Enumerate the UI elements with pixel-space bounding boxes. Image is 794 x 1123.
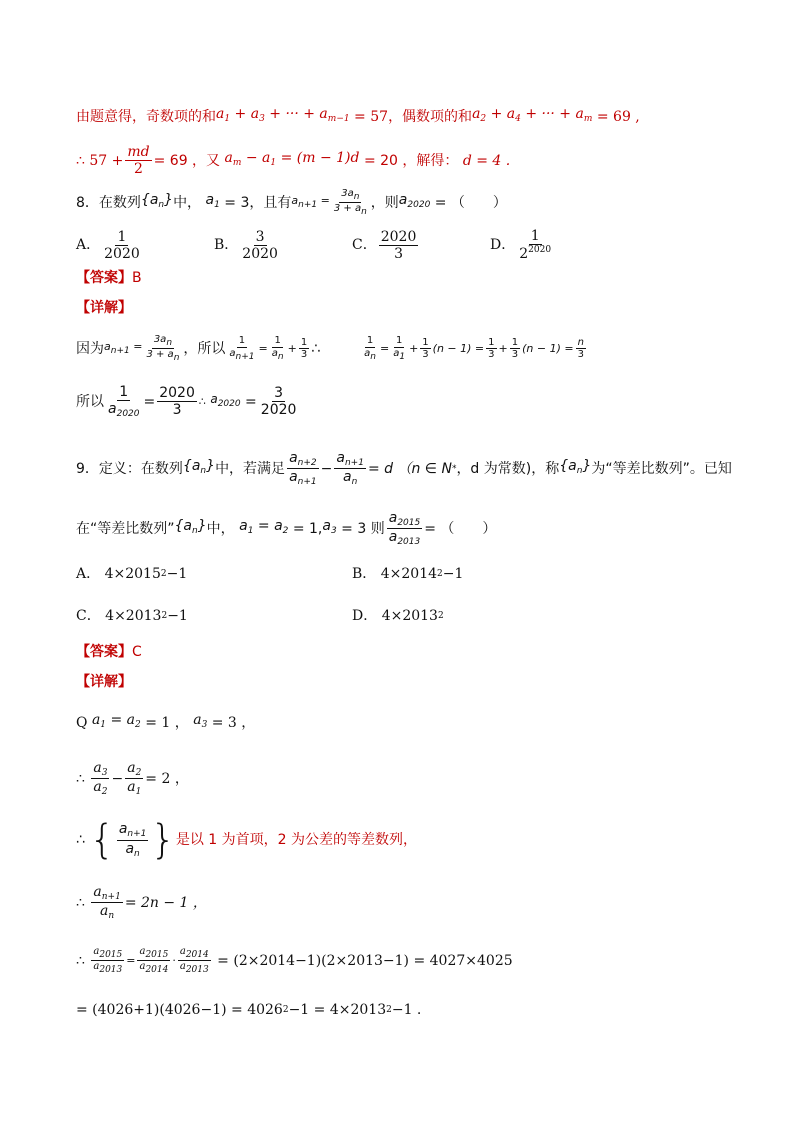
- q9-options-row-2: [76, 606, 444, 626]
- q8-option-d[interactable]: D． $\frac{1}{2^{2020}}$: [490, 228, 552, 263]
- q9-option-a[interactable]: A． 4×2015 2 −1: [76, 566, 188, 582]
- q9-solution-3: ∴ { $\frac{a_{n+1}}{a_n}$ } 是以 1 为首项，2 为公差的等差数列，: [76, 817, 418, 863]
- q8-options: [76, 228, 716, 262]
- q8-detail-label: 【详解】: [76, 300, 132, 316]
- q9-stem-1: 9．定义：在数列 $\{a_n\}$ 中，若满足 $\frac{a_{n+2}}{a_{n+1}}$ − $\frac{a_{n+1}}{a_n}$ = d （ n ∈ N * ，d 为常数)，称 $\{a_n\}$ 为“等差比数列”。已知: [76, 450, 732, 488]
- q9-option-d[interactable]: D． 4×2013 2: [352, 608, 444, 624]
- q9-option-b[interactable]: B． 4×2014 2 −1: [352, 566, 464, 582]
- q8-answer: 【答案】 B: [76, 270, 142, 286]
- q9-options-row-1: [76, 564, 463, 584]
- fraction: $\frac{md}{2}$: [127, 144, 150, 178]
- q9-stem-2: 在“等差比数列” $\{a_n\}$ 中， $a_1 = a_2$ = 1, $a_3$ = 3 则 $\frac{a_{2015}}{a_{2013}}$ = （ ）: [76, 510, 497, 548]
- q8-solution-2: 所以 $\frac{1}{a_{2020}}$ = $\frac{2020}{3}$ ∴ $a_{2020}$ = $\frac{3}{2020}$: [76, 384, 297, 420]
- q9-solution-1: Q $a_1 = a_2$ = 1 ， $a_3$ = 3 ，: [76, 712, 256, 731]
- q9-solution-2: ∴ $\frac{a_3}{a_2}$ − $\frac{a_2}{a_1}$ = 2 ，: [76, 760, 189, 798]
- q8-option-c[interactable]: C． $\frac{2020}{3}$: [352, 228, 417, 262]
- q9-solution-5: ∴ $\frac{a_{2015}}{a_{2013}}$ = $\frac{a_{2015}}{a_{2014}}$ · $\frac{a_{2014}}{a_{2013}}$ = (2×2014−1)(2×2013−1) = 4027×4025: [76, 946, 513, 976]
- q8-option-a[interactable]: A． $\frac{1}{2020}$: [76, 228, 140, 262]
- q9-option-c[interactable]: C． 4×2013 2 −1: [76, 608, 188, 624]
- q9-solution-4: ∴ $\frac{a_{n+1}}{a_n}$ = 2n − 1 ，: [76, 884, 207, 922]
- prev-solution-line-2: ∴ 57 + $\frac{md}{2}$ = 69 ，又 $a_m - a_1 = (m - 1)d$ = 20 ，解得： d = 4 .: [76, 144, 511, 178]
- q9-detail-label: 【详解】: [76, 674, 132, 690]
- prev-solution-line-1: 由题意得，奇数项的和 $a_1 + a_3$ + ··· + $a_{m-1}$ = 57 ，偶数项的和 $a_2 + a_4$ + ··· + $a_m$ = 69 ,: [76, 106, 640, 125]
- q8-solution-1: 因为 $a_{n+1}$ = $\frac{3a_n}{3 + a_n}$ ，所以 $\frac{1}{a_{n+1}}$ = $\frac{1}{a_n}$ + $\frac{1}{3}$ ∴ $\frac{1}{a_n}$ = $\frac{1}{a_1}$ + $\frac{1}{3}$ (n − 1) = $\frac{1}{3}$ + $\frac{1}{3}$ (n − 1) = $\frac{n}{3}$: [76, 334, 584, 364]
- q8-option-b[interactable]: B． $\frac{3}{2020}$: [214, 228, 278, 262]
- q9-solution-6: = (4026+1)(4026−1) = 4026 2 −1 = 4×2013 2 −1 .: [76, 1002, 422, 1018]
- q8-stem: 8．在数列 $\{a_n\}$ 中， $a_1$ = 3 ，且有 $a_{n+1}$ = $\frac{3a_n}{3 + a_n}$ ，则 $a_{2020}$ = （ ）: [76, 188, 507, 218]
- q9-answer: 【答案】 C: [76, 644, 142, 660]
